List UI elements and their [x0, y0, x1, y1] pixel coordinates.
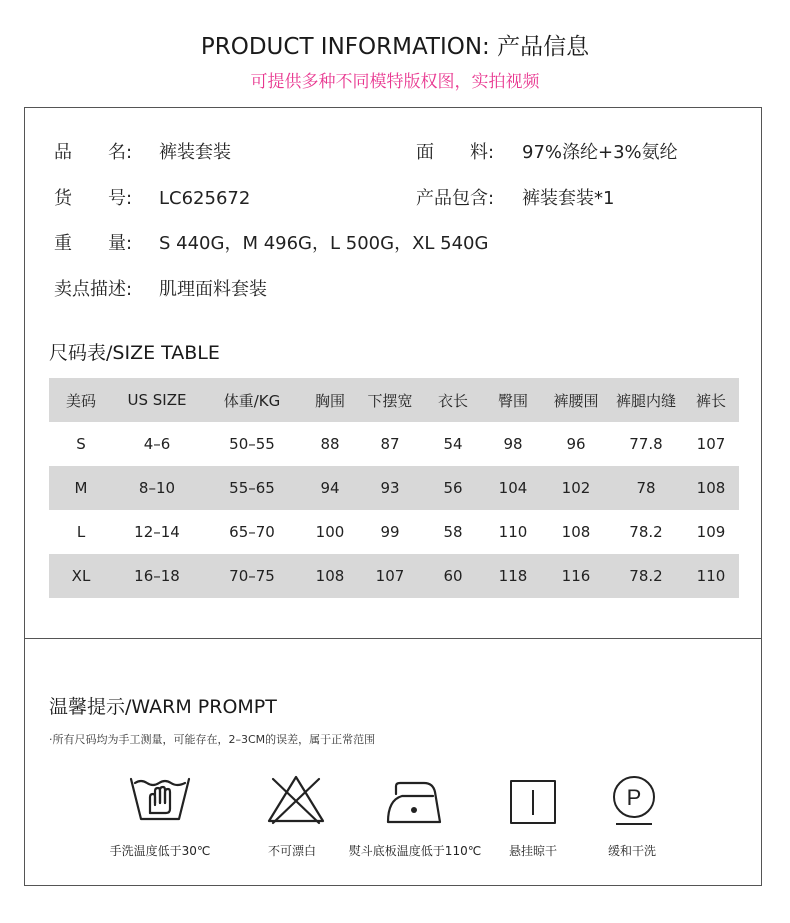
table-cell: 110	[683, 554, 739, 598]
info-includes-label: 产品包含:	[416, 188, 495, 209]
page-title: PRODUCT INFORMATION: 产品信息	[200, 34, 590, 60]
info-sku-value: LC625672	[159, 188, 251, 209]
table-header-cell: 衣长	[423, 378, 483, 422]
info-selling-value: 肌理面料套装	[159, 279, 267, 300]
table-cell: 58	[443, 523, 463, 541]
table-cell: 12–14	[134, 523, 180, 541]
table-row	[49, 422, 739, 466]
table-cell: 98	[503, 435, 523, 453]
info-weight-label: 重 量:	[54, 233, 133, 254]
table-header-row	[49, 378, 739, 422]
table-header-cell: 裤腰围	[543, 378, 609, 422]
table-cell: 16–18	[113, 554, 201, 598]
no-bleach-icon	[265, 773, 327, 827]
table-header-cell: 美码	[49, 378, 113, 422]
table-header-cell: 胸围	[303, 378, 357, 422]
table-cell: M	[49, 466, 113, 510]
size-table-title: 尺码表/SIZE TABLE	[49, 342, 220, 364]
iron-low-icon	[386, 780, 442, 826]
table-cell: L	[76, 523, 86, 541]
table-cell: 100	[315, 523, 345, 541]
table-cell: 65–70	[229, 523, 275, 541]
table-cell: 99	[380, 523, 400, 541]
table-cell: 93	[357, 466, 423, 510]
info-includes-value: 裤装套装*1	[522, 188, 615, 209]
table-cell: 56	[423, 466, 483, 510]
table-cell: 94	[303, 466, 357, 510]
table-header-cell: US SIZE	[113, 378, 201, 422]
care-label: 手洗温度低于30℃	[109, 844, 211, 858]
info-name-value: 裤装套装	[159, 142, 231, 163]
table-cell: 50–55	[229, 435, 275, 453]
table-header-cell: 裤腿内缝	[609, 378, 683, 422]
measurement-note: ·所有尺码均为手工测量，可能存在，2–3CM的误差，属于正常范围	[49, 733, 376, 746]
info-selling-label: 卖点描述:	[54, 279, 133, 300]
table-cell: 70–75	[201, 554, 303, 598]
table-row	[49, 510, 739, 554]
table-cell: 78	[609, 466, 683, 510]
info-weight	[54, 229, 488, 255]
table-cell: S	[76, 435, 86, 453]
table-cell: 104	[483, 466, 543, 510]
table-cell: XL	[49, 554, 113, 598]
table-cell: 77.8	[629, 435, 663, 453]
table-cell: 54	[443, 435, 463, 453]
table-cell: 96	[566, 435, 586, 453]
table-cell: 109	[696, 523, 726, 541]
info-sku-label: 货 号:	[54, 188, 133, 209]
info-fabric	[416, 138, 678, 164]
table-cell: 8–10	[113, 466, 201, 510]
info-selling	[54, 275, 267, 301]
table-cell: 107	[696, 435, 726, 453]
care-label: 熨斗底板温度低于110℃	[348, 844, 482, 858]
table-cell: 78.2	[629, 523, 663, 541]
table-header-cell: 臀围	[483, 378, 543, 422]
iron-dot	[411, 807, 417, 813]
info-fabric-value: 97%涤纶+3%氨纶	[522, 142, 678, 163]
table-cell: 108	[303, 554, 357, 598]
table-cell: 107	[357, 554, 423, 598]
table-cell: 60	[423, 554, 483, 598]
info-fabric-label: 面 料:	[416, 142, 495, 163]
info-name	[54, 138, 231, 164]
warm-prompt-title: 温馨提示/WARM PROMPT	[49, 696, 277, 718]
table-row	[49, 466, 739, 510]
table-cell: 55–65	[201, 466, 303, 510]
table-cell: 110	[498, 523, 528, 541]
info-includes	[416, 184, 614, 210]
care-label: 悬挂晾干	[508, 844, 558, 858]
section-divider	[24, 638, 762, 639]
info-name-label: 品 名:	[54, 142, 133, 163]
page-subtitle: 可提供多种不同模特版权图，实拍视频	[250, 72, 540, 92]
table-cell: 88	[320, 435, 340, 453]
table-header-cell: 体重/KG	[201, 378, 303, 422]
table-cell: 102	[543, 466, 609, 510]
table-cell: 108	[683, 466, 739, 510]
table-cell: 118	[483, 554, 543, 598]
info-weight-value: S 440G，M 496G，L 500G，XL 540G	[159, 233, 489, 254]
hand-wash-icon	[128, 773, 192, 827]
dry-clean-letter: P	[626, 785, 642, 810]
table-cell: 4–6	[143, 435, 171, 453]
size-table	[49, 378, 739, 598]
table-row	[49, 554, 739, 598]
care-label: 缓和干洗	[607, 844, 657, 858]
table-cell: 108	[561, 523, 591, 541]
care-label: 不可漂白	[267, 844, 317, 858]
hang-dry-icon	[509, 779, 557, 825]
gentle-dry-clean-icon	[610, 774, 658, 830]
table-header-cell: 下摆宽	[357, 378, 423, 422]
table-cell: 116	[543, 554, 609, 598]
table-cell: 87	[380, 435, 400, 453]
table-cell: 78.2	[609, 554, 683, 598]
info-sku	[54, 184, 250, 210]
table-header-cell: 裤长	[683, 378, 739, 422]
